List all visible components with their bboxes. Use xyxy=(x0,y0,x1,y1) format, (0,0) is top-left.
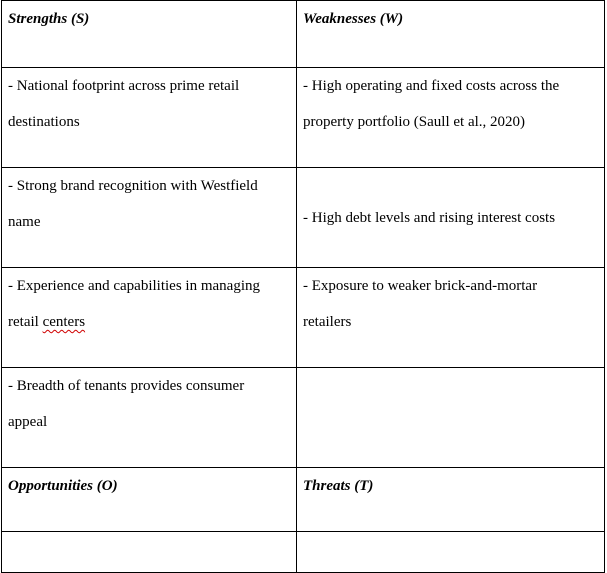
threats-header-cell xyxy=(297,468,605,532)
strength-cell-1 xyxy=(2,68,297,168)
weakness-3-line-2: retailers xyxy=(303,314,352,330)
opportunities-header: Opportunities (O) xyxy=(8,478,118,494)
strength-1-line-2: destinations xyxy=(8,114,80,130)
strength-1-line-1: - National footprint across prime retail xyxy=(8,78,240,94)
strengths-header-cell xyxy=(2,1,297,68)
weakness-cell-empty xyxy=(297,368,605,468)
strength-3-line-1: - Experience and capabilities in managing xyxy=(8,278,260,294)
weakness-2-line-1: - High debt levels and rising interest costs xyxy=(303,209,556,226)
weakness-cell-2 xyxy=(297,168,605,268)
opportunity-cell-1 xyxy=(2,532,297,573)
table-row xyxy=(2,532,605,573)
weakness-cell-3 xyxy=(297,268,605,368)
weakness-3-line-1: - Exposure to weaker brick-and-mortar xyxy=(303,278,538,294)
swot-table xyxy=(1,0,605,573)
table-row xyxy=(2,268,605,368)
strength-3-line-2 xyxy=(8,304,290,340)
threat-cell-1 xyxy=(297,532,605,573)
strength-2-line-1: - Strong brand recognition with Westfield xyxy=(8,178,258,194)
table-row xyxy=(2,368,605,468)
weaknesses-header-cell xyxy=(297,1,605,68)
header-row-strengths-weaknesses xyxy=(2,1,605,68)
opportunities-header-cell xyxy=(2,468,297,532)
spellcheck-flagged-word: centers xyxy=(42,314,86,330)
strength-cell-2 xyxy=(2,168,297,268)
weaknesses-header: Weaknesses (W) xyxy=(303,11,404,27)
table-row xyxy=(2,168,605,268)
weakness-1-line-1: - High operating and fixed costs across the xyxy=(303,78,560,94)
threats-header: Threats (T) xyxy=(303,478,374,494)
weakness-cell-1 xyxy=(297,68,605,168)
strengths-header: Strengths (S) xyxy=(8,11,90,27)
strength-2-line-2: name xyxy=(8,214,41,230)
table-row xyxy=(2,68,605,168)
strength-4-line-1: - Breadth of tenants provides consumer xyxy=(8,378,245,394)
weakness-1-line-2: property portfolio (Saull et al., 2020) xyxy=(303,114,526,130)
strength-cell-3 xyxy=(2,268,297,368)
header-row-opportunities-threats xyxy=(2,468,605,532)
strength-3-line-2-a: retail xyxy=(8,314,43,330)
strength-4-line-2: appeal xyxy=(8,414,48,430)
strength-cell-4 xyxy=(2,368,297,468)
